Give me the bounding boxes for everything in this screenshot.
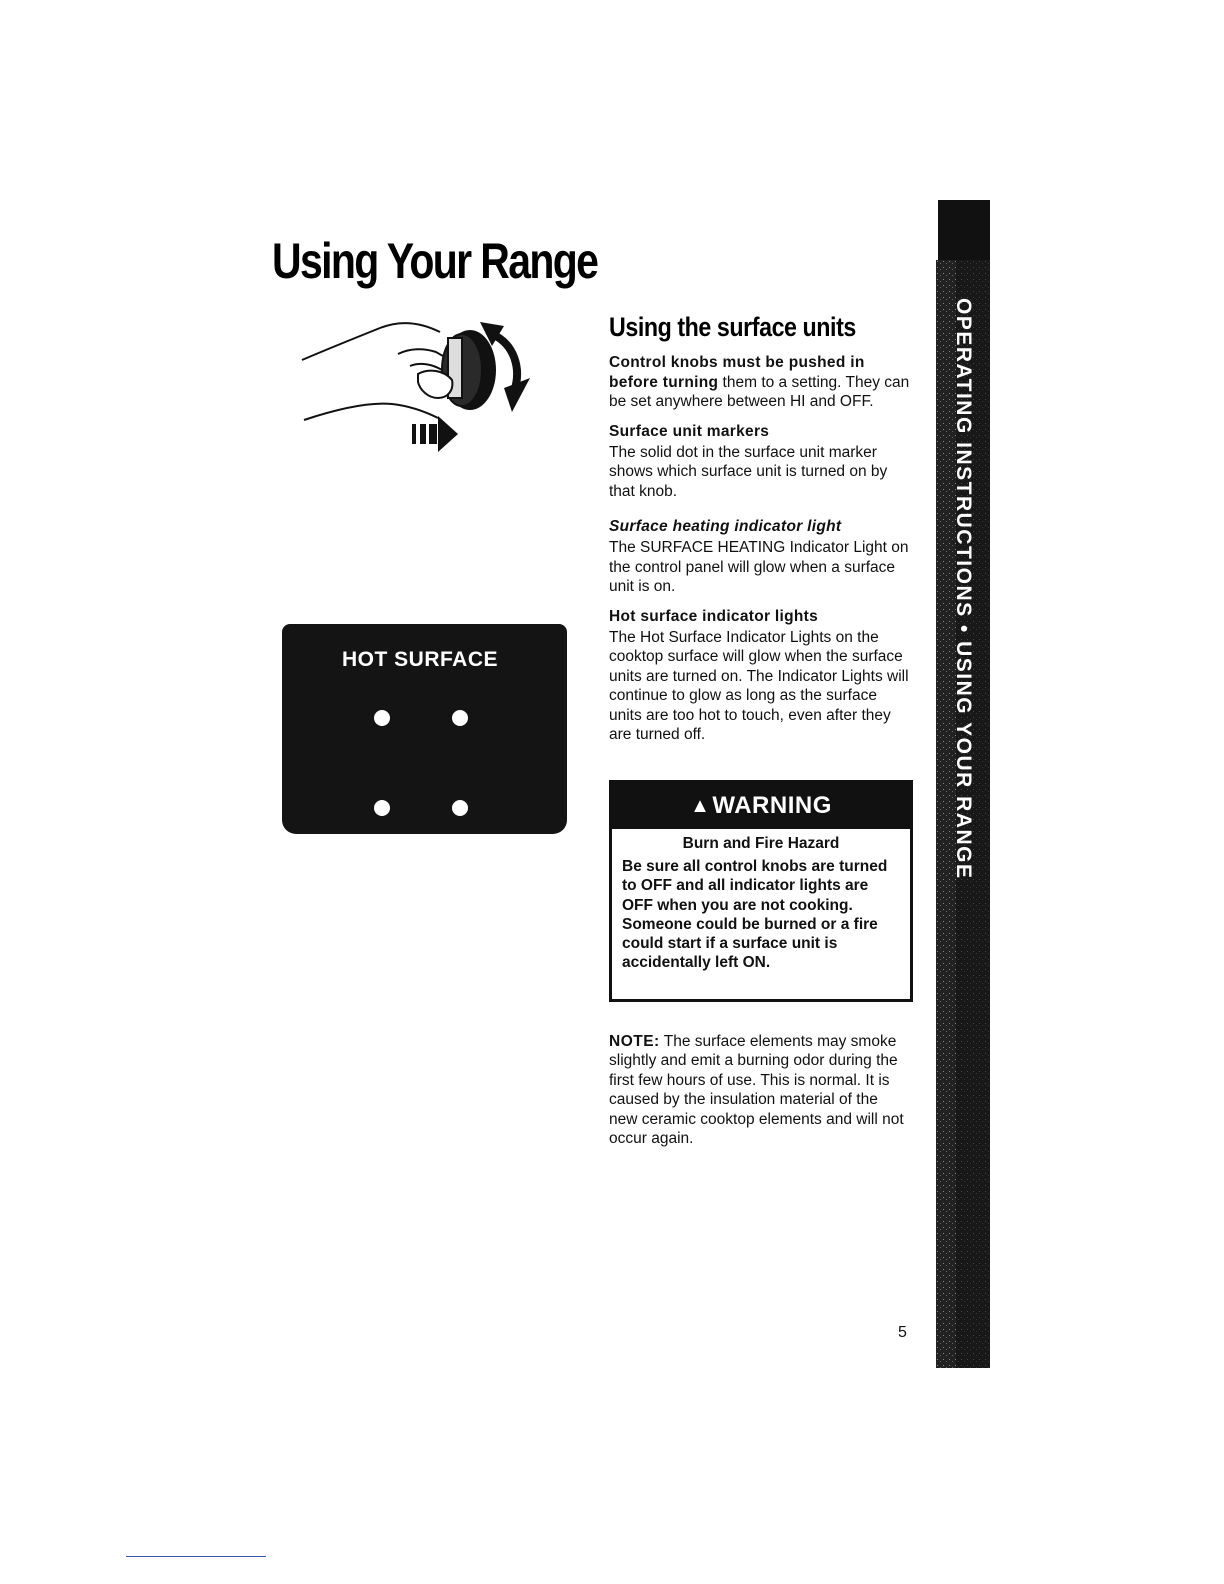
note-text: The surface elements may smoke slightly and emit a burning odor during the first few hours of use. This is normal. It is caused by the insulation material of the new ceramic cooktop elements and will not occur again. (609, 1032, 904, 1147)
warning-body: Be sure all control knobs are turned to OFF and all indicator lights are OFF when you are not cooking. Someone could be burned or a fire could start if a surface unit is accidentally left ON. (622, 858, 888, 972)
knobs-text: them to a setting. They can be set anywhere between HI and OFF. (609, 373, 910, 410)
knobs-lead: Control knobs must be pushed in before turning (609, 354, 865, 391)
heating-light-heading: Surface heating indicator light (609, 518, 842, 535)
markers-text: The solid dot in the surface unit marker shows which surface unit is turned on by that knob. (609, 443, 888, 500)
hot-lights-heading: Hot surface indicator lights (609, 607, 819, 625)
hand-pushing-knob-icon (300, 308, 540, 458)
indicator-dot (374, 800, 390, 816)
warning-box (609, 780, 913, 1002)
side-tab-label: OPERATING INSTRUCTIONS • USING YOUR RANGE (952, 298, 975, 880)
footer-rule (126, 1556, 266, 1557)
indicator-dot (452, 710, 468, 726)
note-paragraph (609, 1032, 909, 1149)
hot-surface-label: HOT SURFACE (342, 648, 499, 671)
knobs-paragraph (609, 353, 914, 412)
markers-heading: Surface unit markers (609, 422, 770, 440)
surface-units-section (609, 312, 914, 745)
indicator-dot (374, 710, 390, 726)
warning-subtitle: Burn and Fire Hazard (682, 835, 840, 852)
page-number: 5 (898, 1324, 907, 1341)
heating-light-text: The SURFACE HEATING Indicator Light on the control panel will glow when a surface unit is on. (609, 539, 909, 595)
warning-label: WARNING (712, 792, 832, 819)
indicator-dot (452, 800, 468, 816)
section-title: Using the surface units (609, 312, 856, 342)
hot-lights-text: The Hot Surface Indicator Lights on the cooktop surface will glow when the surface units are turned on. The Indicator Lights will continue to glow as long as the surface units are too hot to touch, even after they are turned off. (609, 628, 909, 743)
warning-triangle-icon: ▲ (690, 794, 711, 817)
note-label: NOTE: (609, 1032, 660, 1050)
page-title: Using Your Range (272, 233, 598, 289)
warning-banner (612, 783, 910, 829)
hot-surface-panel (282, 624, 567, 834)
